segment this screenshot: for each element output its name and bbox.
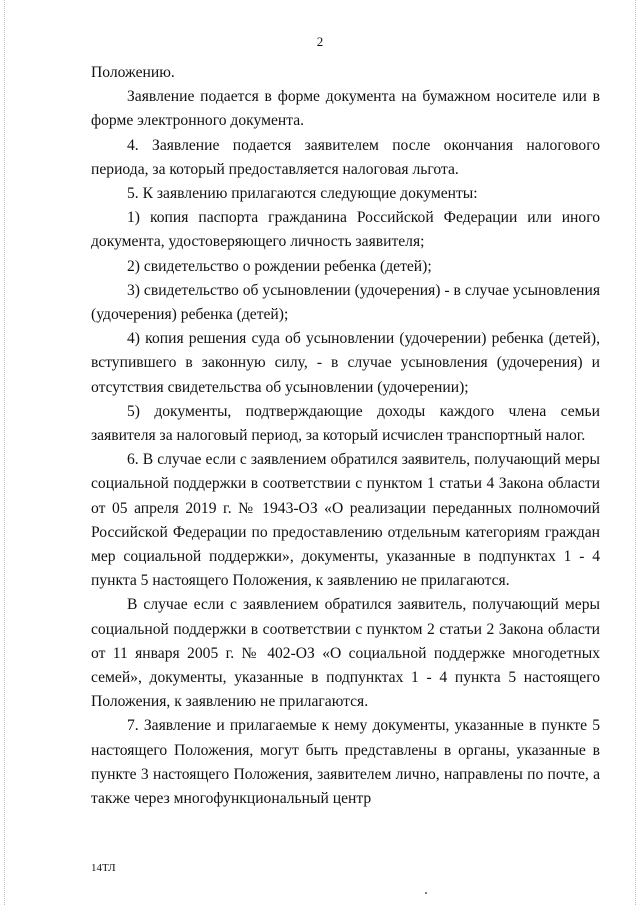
list-item: 3) свидетельство об усыновлении (удочерения) - в случае усыновления (удочерения) ребенка (детей); bbox=[91, 281, 600, 324]
paragraph: 5. К заявлению прилагаются следующие документы: bbox=[127, 185, 478, 203]
document-body bbox=[91, 61, 600, 811]
paragraph: 7. Заявление и прилагаемые к нему документы, указанные в пункте 5 настоящего Положения, могут быть представлены в органы, указанные в пункте 3 настоящего Положения, заявителем лично, направлены по почте, а также через многофункциональный центр bbox=[91, 717, 600, 808]
paragraph: Заявление подается в форме документа на бумажном носителе или в форме электронного документа. bbox=[91, 88, 600, 130]
scan-edge-right bbox=[635, 0, 637, 905]
scan-edge-left bbox=[4, 0, 6, 905]
paragraph: 4. Заявление подается заявителем после окончания налогового периода, за который предоставляется налоговая льгота. bbox=[91, 136, 600, 178]
footer-code: 14ТЛ bbox=[91, 862, 116, 874]
list-item: 1) копия паспорта гражданина Российской Федерации или иного документа, удостоверяющего личность заявителя; bbox=[91, 209, 600, 251]
page-number: 2 bbox=[316, 34, 324, 49]
scan-speck bbox=[425, 892, 427, 894]
paragraph: В случае если с заявлением обратился заявитель, получающий меры социальной поддержки в соответствии с пунктом 2 статьи 2 Закона области от 11 января 2005 г. № 402-ОЗ «О социальной поддержке многодетных семей», документы, указанные в подпунктах 1 - 4 пункта 5 настоящего Положения, к заявлению не прилагаются. bbox=[91, 596, 600, 711]
paragraph: Положению. bbox=[91, 64, 175, 81]
list-item: 4) копия решения суда об усыновлении (удочерении) ребенка (детей), вступившего в законную силу, - в случае усыновления (удочерения) и отсутствия свидетельства об усыновлении (удочерении); bbox=[91, 330, 600, 396]
paragraph: 6. В случае если с заявлением обратился заявитель, получающий меры социальной поддержки в соответствии с пунктом 1 статьи 4 Закона области от 05 апреля 2019 г. № 1943-ОЗ «О реализации переданных полномочий Российской Федерации по предоставлению отдельным категориям граждан мер социальной поддержки», документы, указанные в подпунктах 1 - 4 пункта 5 настоящего Положения, к заявлению не прилагаются. bbox=[91, 451, 600, 590]
list-item: 5) документы, подтверждающие доходы каждого члена семьи заявителя за налоговый период, за который исчислен транспортный налог. bbox=[91, 402, 600, 445]
list-item: 2) свидетельство о рождении ребенка (детей); bbox=[127, 257, 432, 275]
